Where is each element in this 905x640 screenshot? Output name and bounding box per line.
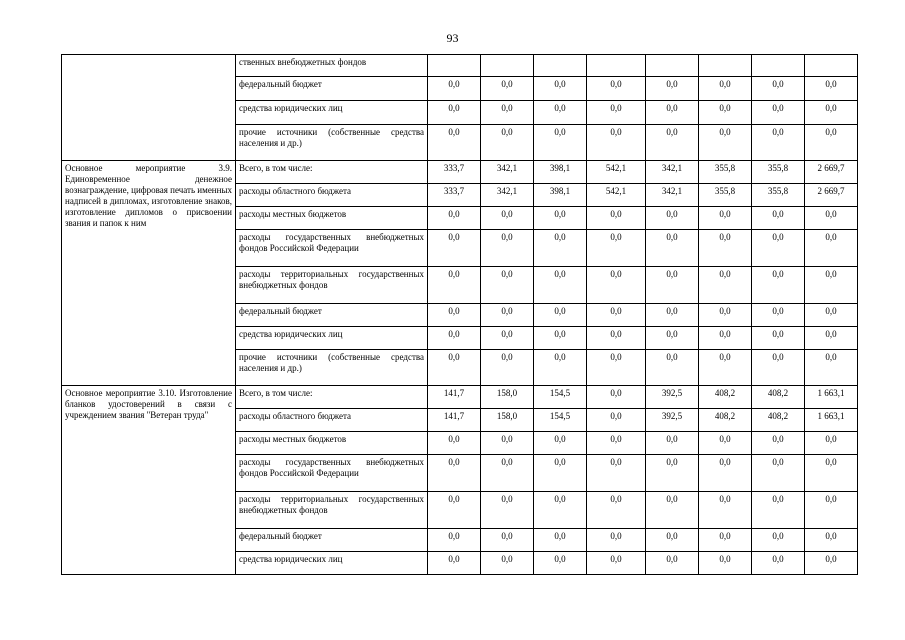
funding-source-cell: средства юридических лиц: [236, 552, 428, 575]
page-number: 93: [446, 31, 459, 45]
value-cell: 0,0: [752, 101, 805, 125]
value-cell: 0,0: [699, 77, 752, 101]
value-cell: 0,0: [752, 552, 805, 575]
value-cell: 398,1: [534, 184, 587, 207]
funding-source-cell: расходы местных бюджетов: [236, 432, 428, 455]
value-cell: 0,0: [587, 432, 646, 455]
event-cell: Основное мероприятие 3.10. Изготовление бланков удостоверений в связи с учреждением звания "Ветеран труда": [62, 386, 236, 575]
value-cell: 0,0: [587, 552, 646, 575]
value-cell: 0,0: [587, 304, 646, 327]
value-cell: 0,0: [699, 529, 752, 552]
funding-source-cell: расходы областного бюджета: [236, 409, 428, 432]
value-cell: 0,0: [699, 101, 752, 125]
value-cell: 0,0: [428, 492, 481, 529]
value-cell: 0,0: [587, 455, 646, 492]
value-cell: 0,0: [534, 304, 587, 327]
value-cell: 0,0: [481, 529, 534, 552]
value-cell: 0,0: [587, 386, 646, 409]
value-cell: 0,0: [534, 432, 587, 455]
funding-source-cell: федеральный бюджет: [236, 77, 428, 101]
value-cell: 0,0: [805, 267, 858, 304]
value-cell: 0,0: [805, 529, 858, 552]
value-cell: 0,0: [646, 304, 699, 327]
value-cell: 0,0: [752, 327, 805, 350]
value-cell: 0,0: [428, 101, 481, 125]
value-cell: 355,8: [752, 184, 805, 207]
value-cell: 542,1: [587, 161, 646, 184]
value-cell: 154,5: [534, 386, 587, 409]
value-cell: 0,0: [428, 455, 481, 492]
value-cell: 0,0: [587, 529, 646, 552]
value-cell: 0,0: [699, 492, 752, 529]
value-cell: 0,0: [428, 125, 481, 161]
value-cell: 0,0: [428, 207, 481, 230]
value-cell: 0,0: [805, 304, 858, 327]
value-cell: 0,0: [587, 492, 646, 529]
value-cell: 2 669,7: [805, 184, 858, 207]
table-row: [62, 55, 858, 77]
value-cell: 0,0: [481, 267, 534, 304]
value-cell: 0,0: [534, 529, 587, 552]
value-cell: 0,0: [534, 207, 587, 230]
value-cell: 154,5: [534, 409, 587, 432]
funding-source-cell: расходы территориальных государственных внебюджетных фондов: [236, 267, 428, 304]
value-cell: 0,0: [587, 207, 646, 230]
value-cell: 0,0: [699, 304, 752, 327]
value-cell: 0,0: [752, 267, 805, 304]
value-cell: 0,0: [646, 101, 699, 125]
value-cell: 0,0: [752, 230, 805, 267]
value-cell: 355,8: [699, 184, 752, 207]
value-cell: 0,0: [752, 350, 805, 386]
value-cell: 0,0: [534, 455, 587, 492]
value-cell: 141,7: [428, 386, 481, 409]
value-cell: 408,2: [752, 409, 805, 432]
value-cell: 0,0: [646, 77, 699, 101]
value-cell: 0,0: [752, 125, 805, 161]
value-cell: 0,0: [534, 552, 587, 575]
funding-source-cell: федеральный бюджет: [236, 304, 428, 327]
value-cell: [752, 55, 805, 77]
value-cell: 0,0: [699, 432, 752, 455]
value-cell: [534, 55, 587, 77]
value-cell: 0,0: [752, 304, 805, 327]
value-cell: 0,0: [428, 350, 481, 386]
value-cell: 0,0: [428, 327, 481, 350]
value-cell: 2 669,7: [805, 161, 858, 184]
funding-source-cell: расходы местных бюджетов: [236, 207, 428, 230]
value-cell: 0,0: [587, 125, 646, 161]
value-cell: 0,0: [699, 125, 752, 161]
value-cell: 0,0: [481, 350, 534, 386]
value-cell: 408,2: [699, 386, 752, 409]
value-cell: 542,1: [587, 184, 646, 207]
value-cell: 0,0: [699, 455, 752, 492]
value-cell: 0,0: [646, 125, 699, 161]
value-cell: 0,0: [805, 552, 858, 575]
value-cell: 0,0: [534, 327, 587, 350]
value-cell: 342,1: [481, 184, 534, 207]
value-cell: [481, 55, 534, 77]
funding-source-cell: расходы территориальных государственных внебюджетных фондов: [236, 492, 428, 529]
value-cell: 0,0: [699, 350, 752, 386]
value-cell: 0,0: [646, 230, 699, 267]
value-cell: 0,0: [428, 552, 481, 575]
funding-source-cell: расходы областного бюджета: [236, 184, 428, 207]
value-cell: [805, 55, 858, 77]
value-cell: 141,7: [428, 409, 481, 432]
table-row: [62, 161, 858, 184]
value-cell: 0,0: [428, 230, 481, 267]
value-cell: 0,0: [805, 101, 858, 125]
value-cell: 0,0: [805, 77, 858, 101]
value-cell: 0,0: [587, 350, 646, 386]
value-cell: 0,0: [587, 101, 646, 125]
value-cell: 0,0: [699, 207, 752, 230]
funding-source-cell: расходы государственных внебюджетных фондов Российской Федерации: [236, 230, 428, 267]
value-cell: 0,0: [481, 207, 534, 230]
value-cell: 0,0: [752, 492, 805, 529]
value-cell: 0,0: [752, 529, 805, 552]
budget-table: [61, 54, 858, 575]
value-cell: 0,0: [587, 267, 646, 304]
value-cell: 0,0: [481, 552, 534, 575]
value-cell: 0,0: [646, 455, 699, 492]
value-cell: 342,1: [481, 161, 534, 184]
value-cell: 0,0: [481, 101, 534, 125]
value-cell: [646, 55, 699, 77]
value-cell: 0,0: [805, 125, 858, 161]
value-cell: 0,0: [752, 77, 805, 101]
funding-source-cell: средства юридических лиц: [236, 327, 428, 350]
funding-source-cell: Всего, в том числе:: [236, 386, 428, 409]
value-cell: 0,0: [752, 432, 805, 455]
value-cell: 0,0: [481, 455, 534, 492]
value-cell: [699, 55, 752, 77]
value-cell: 0,0: [646, 350, 699, 386]
funding-source-cell: прочие источники (собственные средства населения и др.): [236, 125, 428, 161]
value-cell: 0,0: [752, 207, 805, 230]
funding-source-cell: расходы государственных внебюджетных фондов Российской Федерации: [236, 455, 428, 492]
value-cell: 0,0: [428, 432, 481, 455]
value-cell: 0,0: [646, 207, 699, 230]
value-cell: 0,0: [805, 492, 858, 529]
value-cell: 158,0: [481, 386, 534, 409]
value-cell: 0,0: [699, 230, 752, 267]
value-cell: 0,0: [646, 432, 699, 455]
table-row: [62, 386, 858, 409]
value-cell: 342,1: [646, 161, 699, 184]
value-cell: 0,0: [428, 77, 481, 101]
value-cell: 1 663,1: [805, 386, 858, 409]
value-cell: 342,1: [646, 184, 699, 207]
funding-source-cell: ственных внебюджетных фондов: [236, 55, 428, 77]
event-cell: Основное мероприятие 3.9. Единовременное денежное вознаграждение, цифровая печать именных надписей в дипломах, изготовление знаков, изготовление дипломов о присвоении звания и папок к ним: [62, 161, 236, 386]
value-cell: 0,0: [587, 230, 646, 267]
value-cell: 0,0: [646, 492, 699, 529]
value-cell: 0,0: [805, 432, 858, 455]
value-cell: 0,0: [534, 350, 587, 386]
value-cell: 0,0: [481, 304, 534, 327]
value-cell: 0,0: [481, 125, 534, 161]
value-cell: 0,0: [534, 101, 587, 125]
value-cell: 0,0: [481, 230, 534, 267]
value-cell: 158,0: [481, 409, 534, 432]
value-cell: 1 663,1: [805, 409, 858, 432]
value-cell: 0,0: [699, 267, 752, 304]
value-cell: 0,0: [587, 77, 646, 101]
value-cell: 0,0: [481, 77, 534, 101]
funding-source-cell: прочие источники (собственные средства населения и др.): [236, 350, 428, 386]
value-cell: 0,0: [805, 327, 858, 350]
funding-source-cell: средства юридических лиц: [236, 101, 428, 125]
value-cell: 408,2: [699, 409, 752, 432]
funding-source-cell: федеральный бюджет: [236, 529, 428, 552]
value-cell: 0,0: [699, 552, 752, 575]
value-cell: 0,0: [805, 207, 858, 230]
event-cell: [62, 55, 236, 161]
value-cell: 0,0: [481, 432, 534, 455]
value-cell: 0,0: [534, 125, 587, 161]
value-cell: 0,0: [428, 267, 481, 304]
value-cell: 0,0: [428, 529, 481, 552]
value-cell: 0,0: [481, 492, 534, 529]
value-cell: 0,0: [534, 230, 587, 267]
value-cell: 0,0: [646, 529, 699, 552]
value-cell: 0,0: [428, 304, 481, 327]
value-cell: 398,1: [534, 161, 587, 184]
value-cell: [587, 55, 646, 77]
value-cell: 0,0: [699, 327, 752, 350]
value-cell: 0,0: [805, 455, 858, 492]
value-cell: 333,7: [428, 184, 481, 207]
value-cell: 0,0: [646, 552, 699, 575]
value-cell: 392,5: [646, 409, 699, 432]
value-cell: 0,0: [481, 327, 534, 350]
value-cell: 392,5: [646, 386, 699, 409]
value-cell: 355,8: [752, 161, 805, 184]
value-cell: 0,0: [587, 409, 646, 432]
value-cell: [428, 55, 481, 77]
value-cell: 0,0: [646, 267, 699, 304]
value-cell: 0,0: [534, 492, 587, 529]
funding-source-cell: Всего, в том числе:: [236, 161, 428, 184]
value-cell: 0,0: [805, 230, 858, 267]
value-cell: 355,8: [699, 161, 752, 184]
value-cell: 0,0: [587, 327, 646, 350]
value-cell: 0,0: [534, 77, 587, 101]
value-cell: 0,0: [752, 455, 805, 492]
budget-table-body: [62, 55, 858, 575]
value-cell: 408,2: [752, 386, 805, 409]
value-cell: 0,0: [805, 350, 858, 386]
value-cell: 0,0: [646, 327, 699, 350]
value-cell: 0,0: [534, 267, 587, 304]
value-cell: 333,7: [428, 161, 481, 184]
